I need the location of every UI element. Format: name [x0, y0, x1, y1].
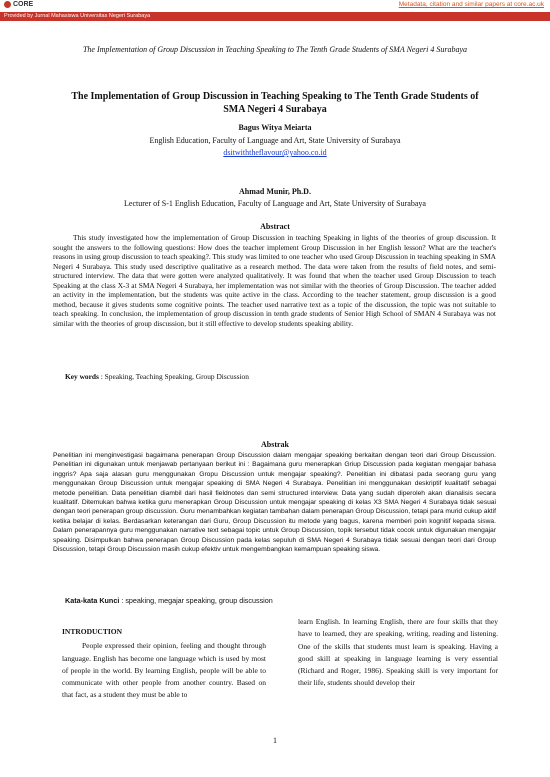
core-logo-icon — [4, 1, 11, 8]
intro-right-column — [298, 616, 498, 690]
paper-title: The Implementation of Group Discussion in Teaching Speaking to The Tenth Grade Students of SMA Negeri 4 Surabaya — [71, 91, 479, 115]
author1-email[interactable]: dsitwiththeflavour@yahoo.co.id — [223, 148, 327, 157]
core-header — [0, 0, 550, 12]
abstract-heading: Abstract — [260, 222, 290, 231]
abstrak-text: Penelitian ini menginvestigasi bagaimana penerapan Group Discussion dalam mengajar speaking berkaitan dengan teori dari Group Discussion. Penelitian ini digunakan untuk menjawab pertanyaan berikut ini : Bagaimana guru menerapkan Griup Discussion pada kegiatan mengajar bahasa inggris? Apa saja alasan guru menggunakan Gropu Discussion untuk mengajar speaking?. Penelitian ini dibatasi pada seorang guru yang menggunakan Group Discussion untuk mengajar speaking di SMA Negeri 4 Surabaya. Penelitian ini menggunakan deskriptif kualitatif sebagai metode penelitian. Data penelitian diambil dari hasil fieldnotes dan semi structured interview. Data yang sudah diperoleh akan dianalisis secara kualitatif. Ditemukan bahwa ketika guru menerapkan Group Discussion untuk mengajar speaking di kelas X3 SMA Negeri 4 Surabaya tidak sesuai dengan teori penerapan group discussion. Guru menambahkan kegiatan tambahan dalam penerapan Group Discussion, tetapi para murid cukup aktif ketika belajar di kelas. Berdasarkan keterangan dari Guru, Group Discussion itu metode yang bagus, karena memberi poin kognitif kepada siswa. Dalam penerapannya guru menggunakan narrative text sebagai topic untuk Group Discussion, topik tersebut tidak cocok untuk digunakan mengajar speaking. Disimpulkan bahwa penerapan Group Discussion pada kelas sepuluh di SMA Negeri 4 Surabaya tidak sesuai dengan teori dari Group Discussion, tetapi Group Discussion masih cukup efektiv untuk mengembangkan kemampuan speaking siswa. — [53, 452, 496, 554]
provider-bar — [0, 12, 550, 21]
keywords-label: Key words — [65, 372, 99, 381]
author1-affiliation: English Education, Faculty of Language and Art, State University of Surabaya — [149, 136, 401, 145]
provider-text[interactable]: Provided by Jurnal Mahasiswa Universitas Negeri Surabaya — [4, 12, 151, 19]
core-logo[interactable] — [4, 1, 33, 8]
abstrak-heading: Abstrak — [260, 440, 289, 449]
author1-name: Bagus Witya Meiarta — [238, 123, 312, 132]
metadata-link[interactable]: Metadata, citation and similar papers at core.ac.uk — [398, 1, 544, 8]
abstrak-body — [53, 451, 496, 554]
abstract-text: This study investigated how the implementation of Group Discussion in teaching Speaking in lights of the theories of group discussion. It sought the answers to the following questions: How does the teacher implement Group Discussion in her English lesson? What are the teacher's reasons in using group discussion to teach speaking?. This study was limited to one teacher who used Group Discussion in teaching speaking in SMA Negeri 4 Surabaya. This study used descriptive qualitative as a research method. The data were taken from the results of field notes, and semi-structured interview. The data that were gotten were analyzed qualitatively. It was found that when the teacher used Group Discussion to teach Speaking at the class X-3 at SMA Negeri 4 Surabaya, her implementation was not similar with the theories of Group Discussion. The teacher added an activity in the implementation, but the students was quite active in the class. According to the teacher statement, group discussion is a good method, because it gives students some cognitive points. The teacher used narrative text as a topic of the discussion, the topic was not suitable to teach speaking. In conclusion, the implementation of group discussion in tenth grade students of Senior High School of SMAN 4 Surabaya was not similar with the theories of group discussion, but it still effective to develop students speaking ability. — [53, 233, 496, 328]
page-number: 1 — [273, 736, 277, 745]
kata-kunci-label: Kata-kata Kunci — [65, 596, 120, 605]
running-title: The Implementation of Group Discussion in Teaching Speaking to The Tenth Grade Students of SMA Negeri 4 Surabaya — [82, 45, 468, 54]
abstrak-keywords — [65, 596, 273, 605]
intro-heading: INTRODUCTION — [62, 627, 123, 636]
intro-left-text: People expressed their opinion, feeling and thought through language. English has become one language which is used by most of people in the world. By learning English, people will be able to communicate with other people from another country. Based on that fact, as a student they must be able to — [62, 641, 266, 700]
intro-left-column — [62, 626, 266, 702]
kata-kunci-value: : speaking, megajar speaking, group discussion — [121, 596, 273, 605]
abstract-body — [53, 233, 496, 328]
core-label: CORE — [13, 1, 34, 8]
author2-affiliation: Lecturer of S-1 English Education, Faculty of Language and Art, State University of Surabaya — [124, 199, 426, 208]
abstract-keywords — [65, 372, 249, 381]
author2-name: Ahmad Munir, Ph.D. — [239, 187, 311, 196]
keywords-value: : Speaking, Teaching Speaking, Group Discussion — [100, 372, 249, 381]
intro-right-text: learn English. In learning English, there are four skills that they have to learned, they are speaking, writing, reading and listening. One of the skills that students must learn is speaking. Having a good skill at speaking in language learning is very essential (Richard and Roger, 1986). Speaking skill is very important for their life, students should develop their — [298, 617, 498, 688]
